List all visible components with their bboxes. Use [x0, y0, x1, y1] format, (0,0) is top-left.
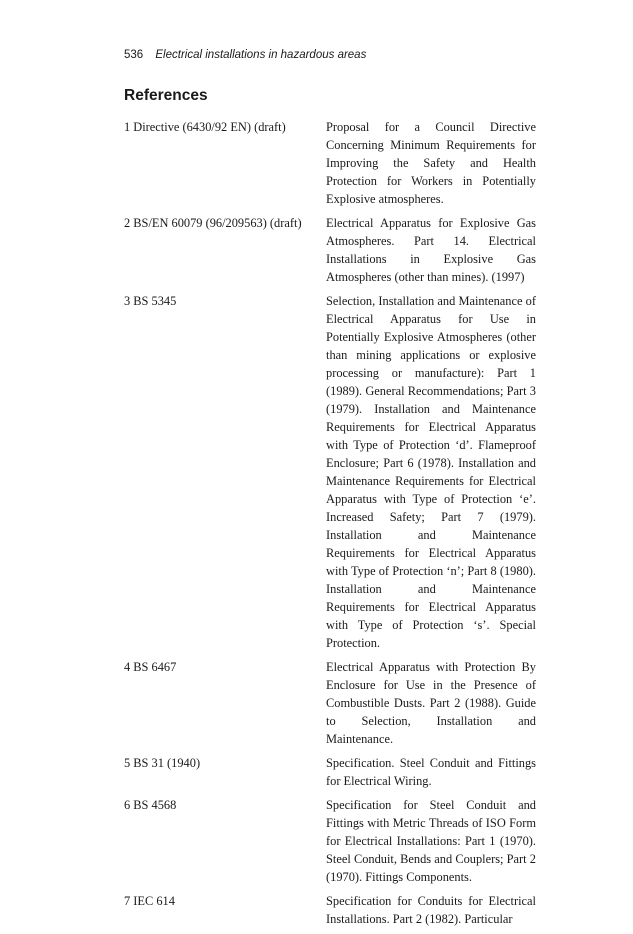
reference-description: Selection, Installation and Maintenance of Electrical Apparatus for Use in Potentially Explosive Atmospheres (other than mining applications or explosive processing or manufacture): Part 1 (1989). General Recommendations; Part 3 (1979). Installation and Maintenance Requirements for Electrical Apparatus with Type of Protection ‘d’. Flameproof Enclosure; Part 6 (1978). Installation and Maintenance Requirements for Electrical Apparatus with Type of Protection ‘e’. Increased Safety; Part 7 (1979). Installation and Maintenance Requirements for Electrical Apparatus with Type of Protection ‘n’; Part 8 (1980). Installation and Maintenance Requirements for Electrical Apparatus with Type of Protection ‘s’. Special Protection. [326, 294, 536, 650]
reference-label: 6 BS 4568 [124, 798, 177, 812]
reference-label: 2 BS/EN 60079 (96/209563) (draft) [124, 216, 302, 230]
reference-description: Electrical Apparatus for Explosive Gas Atmospheres. Part 14. Electrical Installations in Explosive Gas Atmospheres (other than mines). (1997) [326, 216, 536, 284]
reference-description: Specification for Steel Conduit and Fittings with Metric Threads of ISO Form for Electrical Installations: Part 1 (1970). Steel Conduit, Bends and Couplers; Part 2 (1970). Fittings Components. [326, 798, 536, 884]
reference-description: Specification for Conduits for Electrical Installations. Part 2 (1982). Particular [326, 894, 536, 926]
book-title: Electrical installations in hazardous areas [155, 49, 367, 61]
reference-item [124, 292, 536, 652]
running-header [124, 49, 366, 61]
reference-item [124, 892, 536, 928]
page-number: 536 [124, 49, 144, 61]
reference-label: 5 BS 31 (1940) [124, 756, 201, 770]
reference-label: 4 BS 6467 [124, 660, 177, 674]
reference-label: 1 Directive (6430/92 EN) (draft) [124, 120, 286, 134]
reference-description: Specification. Steel Conduit and Fittings for Electrical Wiring. [326, 756, 536, 788]
reference-label: 7 IEC 614 [124, 894, 175, 908]
reference-item [124, 796, 536, 886]
reference-description: Proposal for a Council Directive Concerning Minimum Requirements for Improving the Safety and Health Protection for Workers in Potentially Explosive atmospheres. [326, 120, 536, 206]
reference-item [124, 658, 536, 748]
section-heading: References [124, 87, 208, 104]
reference-list [124, 118, 536, 934]
reference-item [124, 118, 536, 208]
reference-label: 3 BS 5345 [124, 294, 177, 308]
reference-description: Electrical Apparatus with Protection By Enclosure for Use in the Presence of Combustible Dusts. Part 2 (1988). Guide to Selection, Installation and Maintenance. [326, 660, 536, 746]
reference-item [124, 754, 536, 790]
reference-item [124, 214, 536, 286]
